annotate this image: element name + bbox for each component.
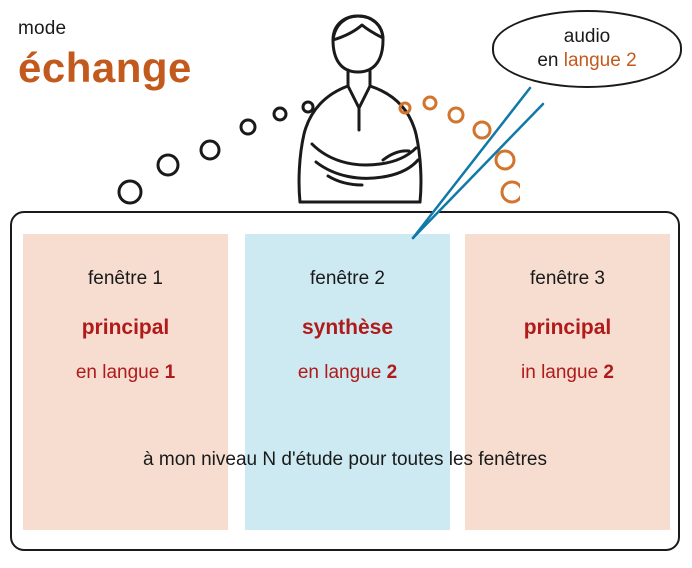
bubble-lang-accent: langue 2: [563, 50, 637, 71]
window-1-lang-number: 1: [164, 362, 176, 383]
bubble-lang-prefix: en: [537, 50, 564, 71]
window-2-lang-prefix: en: [297, 362, 325, 383]
page-title: échange: [18, 44, 192, 91]
bubble-line-audio: audio: [563, 26, 611, 48]
window-column-1: [23, 234, 228, 530]
window-2-language: [245, 362, 450, 384]
window-1-lang-prefix: en: [75, 362, 103, 383]
panel-footer-note: à mon niveau N d'étude pour toutes les fenêtres: [143, 449, 547, 470]
window-2-lang-word: langue: [324, 362, 387, 383]
window-3-title: fenêtre 3: [530, 268, 605, 289]
bubble-line-language: [537, 49, 636, 73]
window-1-role: principal: [81, 316, 170, 339]
window-1-lang-word: langue: [102, 362, 165, 383]
windows-columns: [12, 213, 678, 549]
window-3-lang-word: langue: [541, 362, 604, 383]
mode-label: mode: [18, 18, 67, 39]
window-3-role: principal: [523, 316, 612, 339]
window-3-lang-number: 2: [603, 362, 614, 383]
window-3-language: [465, 362, 670, 384]
speech-bubble-tail: [380, 60, 580, 250]
window-3-lang-prefix: in: [521, 362, 542, 383]
window-column-3: [465, 234, 670, 530]
window-column-2: [245, 234, 450, 530]
window-2-title: fenêtre 2: [310, 268, 385, 289]
windows-panel: [10, 211, 680, 551]
window-2-role: synthèse: [301, 316, 394, 339]
window-2-lang-number: 2: [386, 362, 398, 383]
window-1-language: [23, 362, 228, 384]
window-1-title: fenêtre 1: [88, 268, 163, 289]
speech-bubble: [492, 10, 682, 88]
